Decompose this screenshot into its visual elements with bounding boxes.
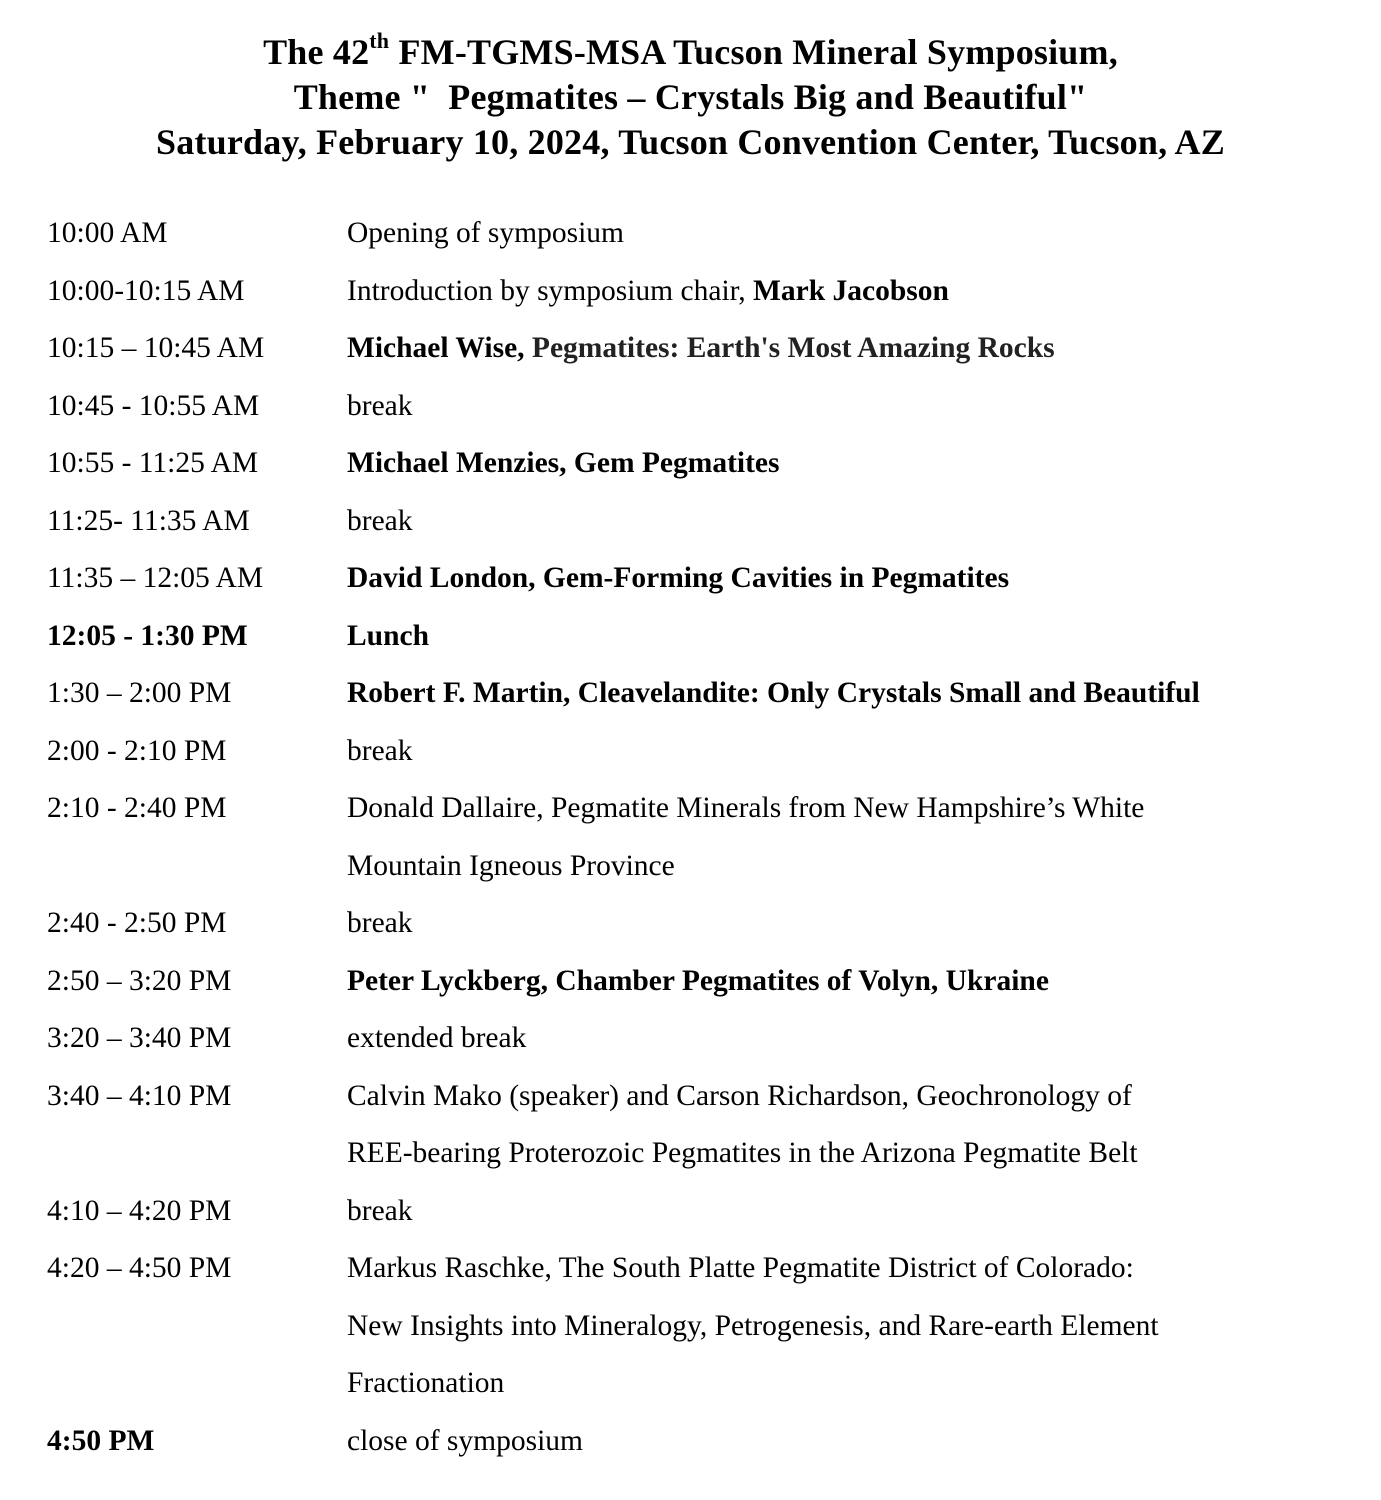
session-description [347, 953, 1367, 1011]
time-slot: 4:20 – 4:50 PM [47, 1252, 232, 1284]
schedule-row [47, 263, 1367, 321]
talk-title-line: Calvin Mako (speaker) and Carson Richardson, Geochronology of [347, 1079, 1132, 1112]
schedule-row [47, 895, 1367, 953]
title-event-number: The 42 [263, 32, 370, 72]
time-slot: 3:40 – 4:10 PM [47, 1079, 232, 1112]
talk-title-line: Mountain Igneous Province [347, 849, 675, 882]
session-description [347, 1183, 1367, 1241]
time-slot: 3:20 – 3:40 PM [47, 1022, 232, 1054]
break-text: break [347, 1194, 413, 1227]
title-line-1 [0, 30, 1381, 75]
session-description [347, 1010, 1367, 1068]
time-slot: 11:35 – 12:05 AM [47, 562, 264, 594]
talk-speaker-title: Peter Lyckberg, Chamber Pegmatites of Volyn, Ukraine [347, 964, 1049, 997]
time-slot: 10:00-10:15 AM [47, 274, 245, 307]
time-slot: 11:25- 11:35 AM [47, 504, 250, 537]
session-description [347, 665, 1367, 723]
time-slot: 4:10 – 4:20 PM [47, 1194, 232, 1227]
schedule-row [47, 435, 1367, 493]
schedule-row [47, 780, 1367, 895]
talk-speaker-title: Michael Menzies, Gem Pegmatites [347, 447, 780, 479]
session-description [347, 493, 1367, 551]
talk-title-line: New Insights into Mineralogy, Petrogenesis, and Rare-earth Element [347, 1309, 1159, 1342]
schedule-row [47, 608, 1367, 666]
talk-title-line: Markus Raschke, The South Platte Pegmatite District of Colorado: [347, 1252, 1134, 1284]
session-description [347, 378, 1367, 436]
talk-speaker-title: David London, Gem-Forming Cavities in Pegmatites [347, 562, 1010, 594]
talk-title-line: Fractionation [347, 1367, 505, 1399]
session-description [347, 1413, 1367, 1471]
break-text: break [347, 907, 413, 939]
schedule-list [47, 205, 1367, 1470]
speaker-name: Michael Wise, [347, 332, 532, 364]
session-text: Opening of symposium [347, 217, 624, 249]
session-description [347, 1240, 1367, 1413]
session-description [347, 723, 1367, 781]
time-slot: 2:00 - 2:10 PM [47, 734, 227, 767]
time-slot: 10:55 - 11:25 AM [47, 447, 259, 479]
time-slot: 2:40 - 2:50 PM [47, 907, 227, 939]
schedule-row [47, 1010, 1367, 1068]
talk-speaker-title: Robert F. Martin, Cleavelandite: Only Crystals Small and Beautiful [347, 677, 1200, 709]
time-slot: 1:30 – 2:00 PM [47, 677, 232, 709]
lunch-text: Lunch [347, 619, 429, 652]
time-slot: 10:00 AM [47, 217, 168, 249]
theme-label: Theme " [293, 77, 440, 117]
schedule-row [47, 205, 1367, 263]
session-description [347, 780, 1367, 895]
talk-title-line: REE-bearing Proterozoic Pegmatites in the Arizona Pegmatite Belt [347, 1137, 1138, 1169]
session-description [347, 1068, 1367, 1183]
schedule-row [47, 1183, 1367, 1241]
session-description [347, 263, 1367, 321]
time-slot: 2:10 - 2:40 PM [47, 792, 227, 824]
break-text: extended break [347, 1022, 527, 1054]
time-slot: 4:50 PM [47, 1424, 155, 1457]
schedule-row [47, 493, 1367, 551]
ordinal-superscript: th [369, 28, 390, 53]
schedule-row [47, 1240, 1367, 1413]
title-line-2-theme [0, 75, 1381, 120]
schedule-row [47, 665, 1367, 723]
talk-title-line: Donald Dallaire, Pegmatite Minerals from New Hampshire’s White [347, 792, 1145, 824]
title-event-name: FM-TGMS-MSA Tucson Mineral Symposium, [389, 32, 1118, 72]
closing-text: close of symposium [347, 1424, 583, 1457]
chair-name: Mark Jacobson [753, 274, 949, 307]
time-slot: 12:05 - 1:30 PM [47, 619, 248, 652]
session-description [347, 205, 1367, 263]
title-line-3-date-location: Saturday, February 10, 2024, Tucson Convention Center, Tucson, AZ [156, 122, 1225, 162]
time-slot: 10:15 – 10:45 AM [47, 332, 265, 364]
break-text: break [347, 389, 413, 422]
session-description [347, 608, 1367, 666]
schedule-row [47, 1413, 1367, 1471]
session-description [347, 895, 1367, 953]
break-text: break [347, 504, 413, 537]
schedule-row [47, 320, 1367, 378]
schedule-row [47, 378, 1367, 436]
schedule-row [47, 1068, 1367, 1183]
document-title [0, 30, 1381, 165]
session-text: Introduction by symposium chair, [347, 274, 754, 307]
theme-text: Pegmatites – Crystals Big and Beautiful" [448, 77, 1088, 117]
session-description [347, 435, 1367, 493]
talk-title: Pegmatites: Earth's Most Amazing Rocks [531, 332, 1055, 364]
break-text: break [347, 734, 413, 767]
schedule-row [47, 953, 1367, 1011]
schedule-row [47, 723, 1367, 781]
session-description [347, 550, 1367, 608]
schedule-row [47, 550, 1367, 608]
session-description [347, 320, 1367, 378]
time-slot: 10:45 - 10:55 AM [47, 389, 260, 422]
time-slot: 2:50 – 3:20 PM [47, 964, 232, 997]
